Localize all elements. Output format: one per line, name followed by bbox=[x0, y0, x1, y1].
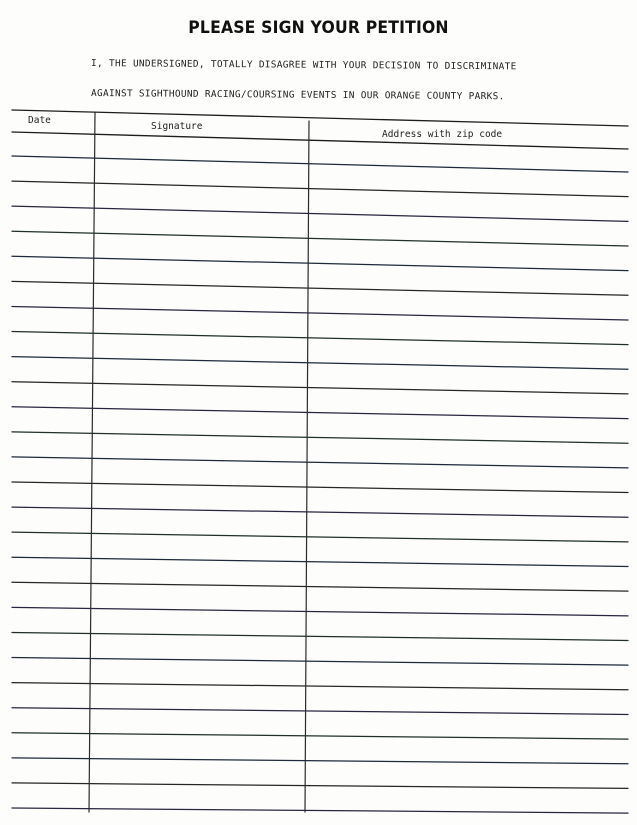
signature-row-line bbox=[12, 457, 628, 468]
signature-row-line bbox=[12, 632, 628, 640]
signature-row-line bbox=[12, 357, 628, 370]
signature-row-line bbox=[12, 156, 628, 172]
table-top-rule bbox=[12, 110, 628, 126]
signature-row-line bbox=[12, 432, 628, 443]
signature-row-line bbox=[12, 783, 628, 789]
signature-row-line bbox=[12, 557, 628, 566]
signature-row-line bbox=[12, 181, 628, 197]
signature-row-line bbox=[12, 658, 628, 666]
signature-row-line bbox=[12, 733, 628, 739]
table-header-rule bbox=[12, 132, 628, 149]
column-header-address: Address with zip code bbox=[382, 129, 503, 140]
petition-statement-line-1: I, THE UNDERSIGNED, TOTALLY DISAGREE WITH YOUR DECISION TO DISCRIMINATE bbox=[90, 58, 517, 73]
signature-row-line bbox=[12, 306, 628, 319]
signature-row-line bbox=[12, 683, 628, 690]
signature-row-line bbox=[12, 332, 628, 345]
signature-row-line bbox=[12, 382, 628, 394]
signature-row-line bbox=[12, 507, 628, 517]
signature-row-line bbox=[12, 256, 628, 270]
page-title: PLEASE SIGN YOUR PETITION bbox=[188, 18, 449, 38]
petition-statement-line-2: AGAINST SIGHTHOUND RACING/COURSING EVENTS IN OUR ORANGE COUNTY PARKS. bbox=[90, 88, 505, 103]
signature-row-line bbox=[12, 708, 628, 715]
column-divider-signature bbox=[305, 121, 309, 812]
signature-row-line bbox=[12, 206, 628, 221]
signature-row-line bbox=[12, 582, 628, 591]
column-header-date: Date bbox=[28, 115, 51, 126]
column-divider-date bbox=[89, 113, 95, 812]
signature-row-line bbox=[12, 231, 628, 246]
signature-row-line bbox=[12, 281, 628, 295]
signature-row-line bbox=[12, 532, 628, 542]
signature-row-line bbox=[12, 407, 628, 419]
signature-row-line bbox=[12, 808, 628, 813]
signature-row-line bbox=[12, 607, 628, 615]
column-header-signature: Signature bbox=[151, 121, 203, 132]
signature-row-line bbox=[12, 482, 628, 493]
signature-row-line bbox=[12, 758, 628, 764]
